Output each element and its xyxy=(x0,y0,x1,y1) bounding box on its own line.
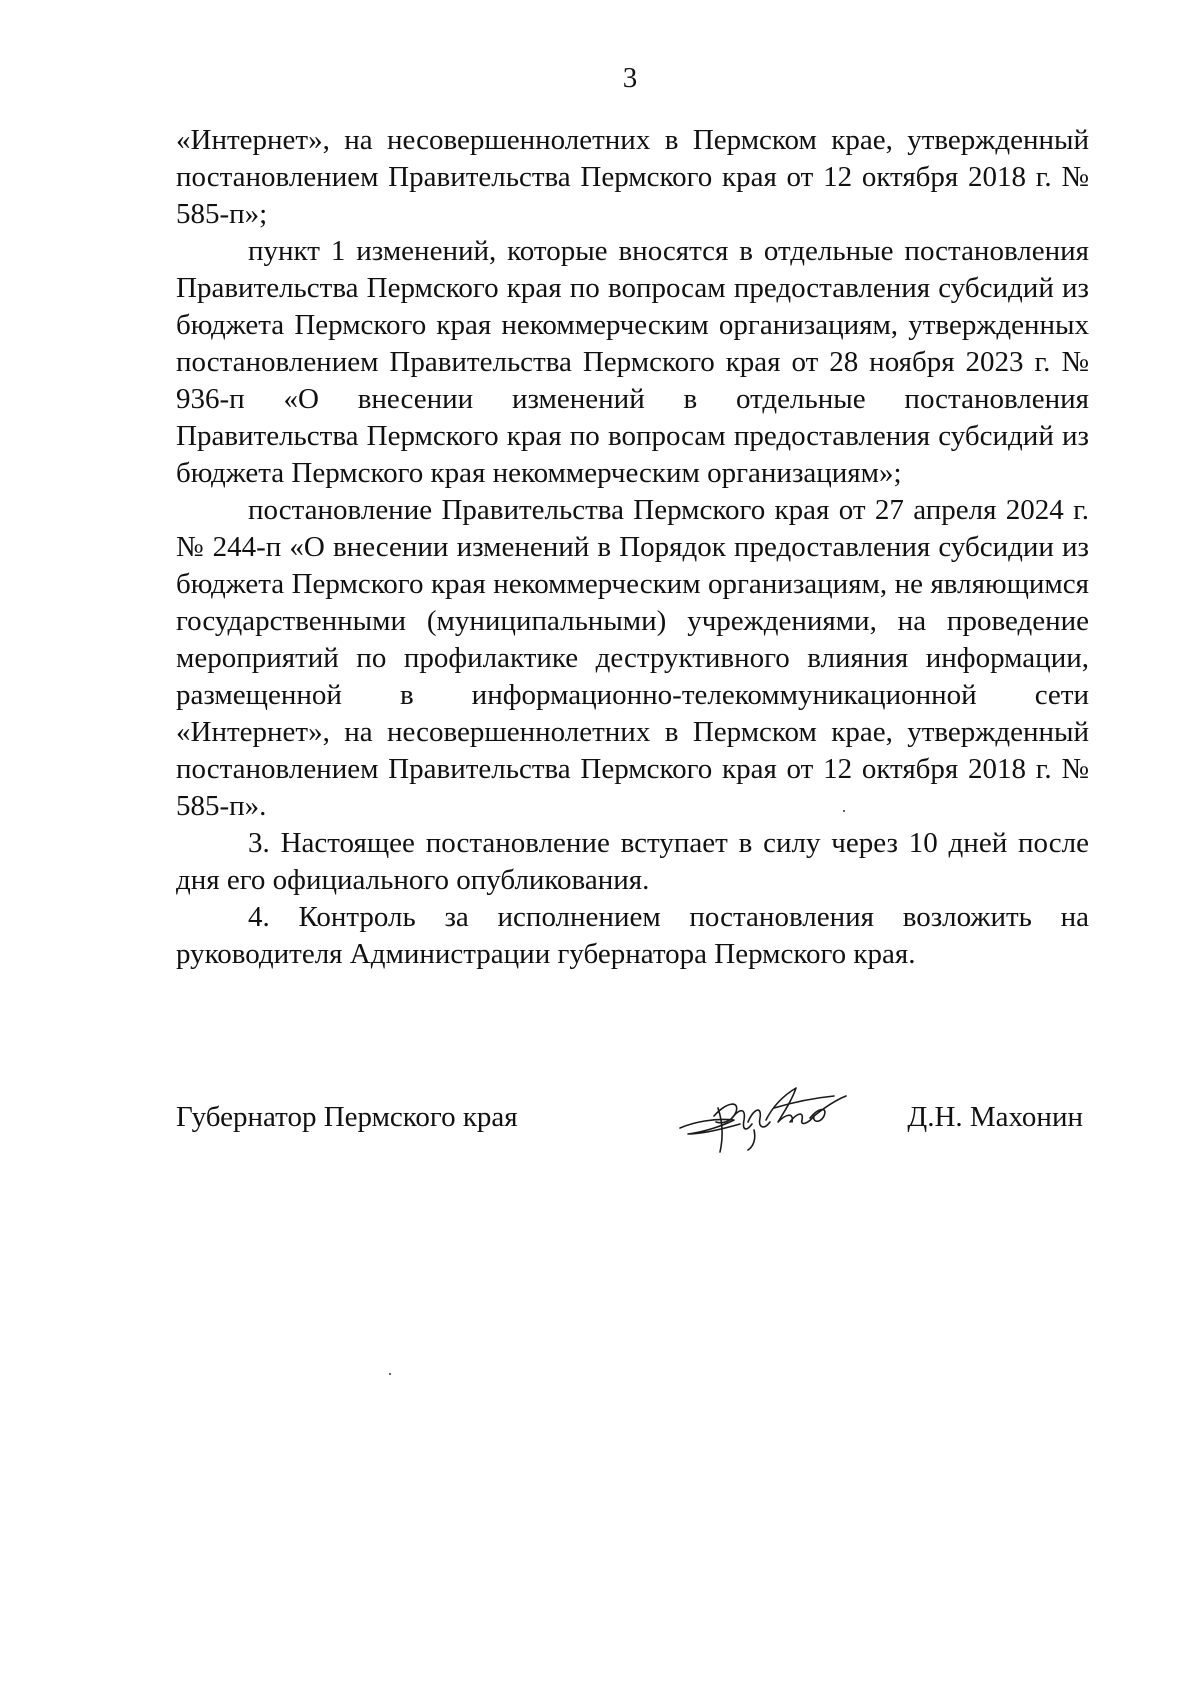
page-number: 3 xyxy=(622,62,638,94)
signature-block xyxy=(176,1096,1083,1156)
paragraph-item-amendments: пункт 1 изменений, которые вносятся в отдельные постановления Правительства Пермского края по вопросам предоставления субсидий из бюджета Пермского края некоммерческим организациям, утвержденных постановлением Правительства Пермского края от 28 ноября 2023 г. № 936-п «О внесении изменений в отдельные постановления Правительства Пермского края по вопросам предоставления субсидий из бюджета Пермского края некоммерческим организациям»; xyxy=(176,235,1089,489)
signatory-name: Д.Н. Махонин xyxy=(907,1101,1083,1133)
scan-speck xyxy=(843,810,845,812)
document-body xyxy=(176,122,1089,973)
paragraph-clause-4: 4. Контроль за исполнением постановления возложить на руководителя Администрации губернатора Пермского края. xyxy=(176,901,1089,970)
handwritten-signature-icon xyxy=(674,1078,854,1158)
paragraph-clause-3: 3. Настоящее постановление вступает в силу через 10 дней после дня его официального опубликования. xyxy=(176,827,1089,896)
paragraph-continuation: «Интернет», на несовершеннолетних в Пермском крае, утвержденный постановлением Правительства Пермского края от 12 октября 2018 г. № 585-п»; xyxy=(176,124,1089,230)
signatory-position: Губернатор Пермского края xyxy=(176,1101,518,1133)
scan-speck xyxy=(389,1373,391,1375)
paragraph-item-resolution-244: постановление Правительства Пермского края от 27 апреля 2024 г. № 244-п «О внесении изменений в Порядок предоставления субсидии из бюджета Пермского края некоммерческим организациям, не являющимся государственными (муниципальными) учреждениями, на проведение мероприятий по профилактике деструктивного влияния информации, размещенной в информационно-телекоммуникационной сети «Интернет», на несовершеннолетних в Пермском крае, утвержденный постановлением Правительства Пермского края от 12 октября 2018 г. № 585-п». xyxy=(176,494,1089,822)
